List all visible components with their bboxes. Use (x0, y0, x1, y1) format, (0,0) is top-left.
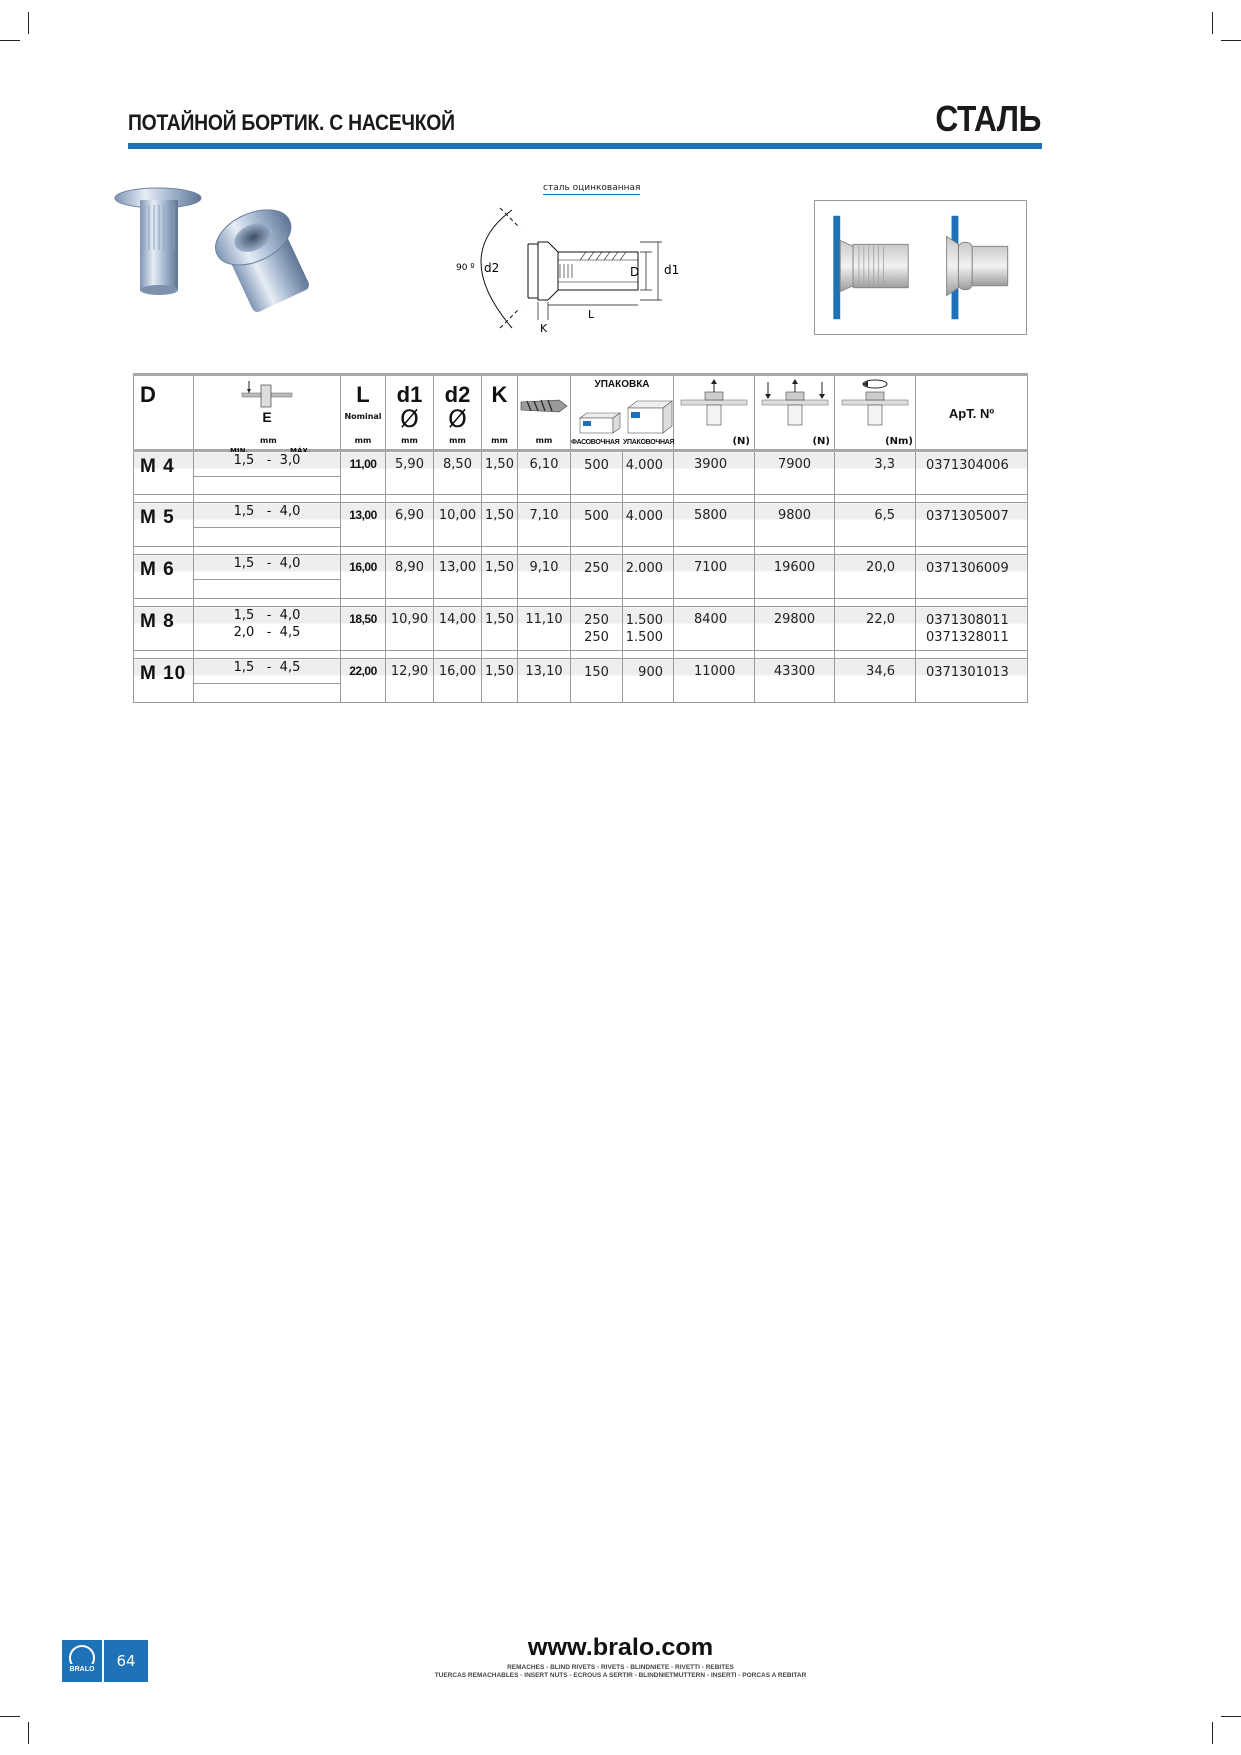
header-drill: mm (518, 375, 571, 451)
spacer-cell (916, 495, 1028, 503)
cell-K: 1,50 (482, 659, 518, 703)
footer-products-line: REMACHES - BLIND RIVETS - RIVETS - BLINDNIETE - RIVETTI - REBITES (507, 1664, 734, 1671)
cell-E (194, 607, 341, 651)
spacer-cell (835, 547, 916, 555)
spacer-cell (434, 547, 482, 555)
E-value: 1,5 - 4,0 (233, 608, 301, 623)
pack-large-value: 4.000 (625, 509, 663, 524)
cell-torque: 6,5 (835, 503, 916, 547)
crop-mark (0, 40, 20, 41)
cell-art (916, 503, 1028, 547)
cell-pack-large (623, 451, 674, 495)
cell-drill: 6,10 (518, 451, 571, 495)
cell-art (916, 451, 1028, 495)
cell-art (916, 555, 1028, 599)
pack-small-value: 250 (584, 561, 609, 576)
K-label: K (540, 322, 548, 335)
cell-drill: 13,10 (518, 659, 571, 703)
crop-mark (1212, 12, 1213, 34)
cell-pack-large (623, 659, 674, 703)
spacer-cell (835, 495, 916, 503)
cell-drill: 9,10 (518, 555, 571, 599)
spacer-cell (571, 547, 623, 555)
cell-d1: 5,90 (386, 451, 434, 495)
table-spacer-row (134, 599, 1028, 607)
cell-torque: 22,0 (835, 607, 916, 651)
d2-label: d2 (484, 261, 500, 275)
cell-torque: 3,3 (835, 451, 916, 495)
table-row (134, 607, 1028, 651)
header-d2: d2 Ø mm (434, 375, 482, 451)
cell-D: M 4 (134, 451, 194, 495)
pack-large-value: 900 (638, 665, 663, 680)
cell-E (194, 555, 341, 599)
spacer-cell (482, 495, 518, 503)
crop-mark (1221, 1716, 1241, 1717)
pack-large-value: 1.500 (625, 630, 663, 645)
table-spacer-row (134, 547, 1028, 555)
crop-mark (1221, 40, 1241, 41)
drill-bit-icon (519, 394, 569, 420)
cell-pack-small (571, 659, 623, 703)
table-row (134, 555, 1028, 599)
spacer-cell (194, 547, 341, 555)
cell-d1: 6,90 (386, 503, 434, 547)
spacer-cell (434, 495, 482, 503)
spacer-cell (482, 651, 518, 659)
art-value: 0371328011 (926, 630, 1009, 645)
spacer-cell (755, 495, 835, 503)
spacer-cell (518, 547, 571, 555)
cell-pull: 5800 (674, 503, 755, 547)
spacer-cell (571, 651, 623, 659)
cell-torque: 34,6 (835, 659, 916, 703)
cell-pack-large (623, 555, 674, 599)
spacer-cell (386, 599, 434, 607)
header-d1: d1 Ø mm (386, 375, 434, 451)
spacer-cell (341, 599, 386, 607)
cell-push: 7900 (755, 451, 835, 495)
E-value: 1,5 - 3,0 (233, 453, 301, 468)
website-url[interactable]: www.bralo.com (527, 1634, 714, 1661)
spacer-cell (571, 495, 623, 503)
grip-range-icon (237, 379, 297, 409)
cell-E (194, 451, 341, 495)
spacer-cell (916, 651, 1028, 659)
spacer-cell (341, 547, 386, 555)
cell-pull: 3900 (674, 451, 755, 495)
spacer-cell (341, 651, 386, 659)
table-spacer-row (134, 651, 1028, 659)
svg-text:BRALO: BRALO (69, 1666, 95, 1673)
cell-d1: 10,90 (386, 607, 434, 651)
spacer-cell (386, 651, 434, 659)
cell-push: 19600 (755, 555, 835, 599)
page-number: 64 (104, 1640, 148, 1682)
product-photo (100, 165, 340, 315)
cell-E (194, 503, 341, 547)
cell-pull: 8400 (674, 607, 755, 651)
art-value: 0371301013 (926, 665, 1009, 680)
header-push-force: (N) (755, 375, 835, 451)
d1-label: d1 (664, 263, 680, 277)
spacer-cell (623, 599, 674, 607)
cell-push: 43300 (755, 659, 835, 703)
crop-mark (28, 1722, 29, 1744)
spacer-cell (341, 495, 386, 503)
art-value: 0371304006 (926, 458, 1009, 473)
spacer-cell (755, 651, 835, 659)
spacer-cell (434, 651, 482, 659)
pack-small-value: 150 (584, 665, 609, 680)
cell-K: 1,50 (482, 451, 518, 495)
spacer-cell (755, 599, 835, 607)
cell-d2: 8,50 (434, 451, 482, 495)
spacer-cell (835, 599, 916, 607)
row-divider (194, 527, 340, 528)
spacer-cell (571, 599, 623, 607)
spec-table (133, 373, 1028, 703)
art-value: 0371308011 (926, 613, 1009, 628)
spacer-cell (386, 547, 434, 555)
row-divider (194, 476, 340, 477)
header-packaging: УПАКОВКА ФАСОВОЧНАЯ УПАКОВОЧНАЯ (571, 375, 674, 451)
push-force-icon (760, 378, 830, 428)
table-row (134, 451, 1028, 495)
cell-D: M 8 (134, 607, 194, 651)
header-D: D (134, 375, 194, 451)
cell-drill: 7,10 (518, 503, 571, 547)
row-divider (194, 683, 340, 684)
angle-label: 90 º (456, 263, 475, 273)
cell-L: 13,00 (341, 503, 386, 547)
spacer-cell (835, 651, 916, 659)
E-value: 1,5 - 4,0 (233, 556, 301, 571)
spacer-cell (134, 547, 194, 555)
spacer-cell (623, 651, 674, 659)
spacer-cell (434, 599, 482, 607)
spacer-cell (674, 651, 755, 659)
cell-pack-small (571, 503, 623, 547)
cell-E (194, 659, 341, 703)
cell-d2: 14,00 (434, 607, 482, 651)
material-caption: сталь оцинкованная (543, 183, 641, 193)
spacer-cell (194, 599, 341, 607)
spacer-cell (482, 599, 518, 607)
pack-large-value: 4.000 (625, 458, 663, 473)
spacer-cell (755, 547, 835, 555)
art-value: 0371306009 (926, 561, 1009, 576)
cell-L: 22,00 (341, 659, 386, 703)
spacer-cell (674, 599, 755, 607)
header-K: K mm (482, 375, 518, 451)
spacer-cell (674, 495, 755, 503)
header-E: E mm (194, 375, 341, 451)
spacer-cell (482, 547, 518, 555)
spacer-cell (518, 651, 571, 659)
header-L: L Nominal mm (341, 375, 386, 451)
cell-torque: 20,0 (835, 555, 916, 599)
spacer-cell (518, 495, 571, 503)
cell-pull: 7100 (674, 555, 755, 599)
spacer-cell (194, 495, 341, 503)
cell-push: 9800 (755, 503, 835, 547)
header-article-number: ApT. Nº (916, 375, 1028, 451)
cell-D: M 5 (134, 503, 194, 547)
page-title: ПОТАЙНОЙ БОРТИК. С НАСЕЧКОЙ (128, 110, 455, 135)
L-label: L (588, 308, 595, 321)
table-row (134, 503, 1028, 547)
header-torque: (Nm) (835, 375, 916, 451)
spacer-cell (623, 495, 674, 503)
spacer-cell (518, 599, 571, 607)
spacer-cell (134, 651, 194, 659)
cell-pack-large (623, 607, 674, 651)
pull-force-icon (679, 378, 749, 428)
footer-products-line: TUERCAS REMACHABLES - INSERT NUTS - ECROUS A SERTIR - BLINDNIETMUTTERN - INSERTI - PORCAS A REBITAR (434, 1672, 807, 1679)
row-divider (194, 579, 340, 580)
crop-mark (0, 1716, 20, 1717)
D-label: D (630, 265, 640, 279)
table-row (134, 659, 1028, 703)
cell-push: 29800 (755, 607, 835, 651)
header-pull-force: (N) (674, 375, 755, 451)
cell-art (916, 607, 1028, 651)
pack-small-value: 500 (584, 509, 609, 524)
cell-d2: 16,00 (434, 659, 482, 703)
cell-art (916, 659, 1028, 703)
spacer-cell (134, 599, 194, 607)
cell-K: 1,50 (482, 607, 518, 651)
dimension-diagram (440, 180, 700, 335)
cell-D: M 10 (134, 659, 194, 703)
pack-small-value: 250 (584, 613, 609, 628)
pack-small-value: 250 (584, 630, 609, 645)
cell-d2: 10,00 (434, 503, 482, 547)
cell-pack-small (571, 555, 623, 599)
spacer-cell (674, 547, 755, 555)
large-box-icon (627, 400, 673, 434)
installation-illustration (814, 200, 1027, 335)
cell-pull: 11000 (674, 659, 755, 703)
table-header-row (134, 375, 1028, 451)
pack-large-value: 1.500 (625, 613, 663, 628)
spacer-cell (623, 547, 674, 555)
E-value: 1,5 - 4,5 (233, 660, 301, 675)
cell-d2: 13,00 (434, 555, 482, 599)
cell-K: 1,50 (482, 503, 518, 547)
cell-D: M 6 (134, 555, 194, 599)
cell-K: 1,50 (482, 555, 518, 599)
torque-icon (840, 378, 910, 428)
cell-L: 18,50 (341, 607, 386, 651)
spacer-cell (386, 495, 434, 503)
art-value: 0371305007 (926, 509, 1009, 524)
cell-pack-small (571, 607, 623, 651)
crop-mark (1212, 1722, 1213, 1744)
table-spacer-row (134, 495, 1028, 503)
spacer-cell (134, 495, 194, 503)
spacer-cell (916, 599, 1028, 607)
E-value: 2,0 - 4,5 (233, 625, 301, 640)
cell-pack-large (623, 503, 674, 547)
pack-small-value: 500 (584, 458, 609, 473)
header-rule (128, 143, 1042, 149)
cell-d1: 12,90 (386, 659, 434, 703)
cell-pack-small (571, 451, 623, 495)
cell-L: 16,00 (341, 555, 386, 599)
cell-L: 11,00 (341, 451, 386, 495)
pack-large-value: 2.000 (625, 561, 663, 576)
small-box-icon (579, 412, 621, 434)
spacer-cell (194, 651, 341, 659)
material-title: СТАЛЬ (935, 98, 1041, 139)
cell-d1: 8,90 (386, 555, 434, 599)
E-value: 1,5 - 4,0 (233, 504, 301, 519)
crop-mark (28, 12, 29, 34)
cell-drill: 11,10 (518, 607, 571, 651)
spacer-cell (916, 547, 1028, 555)
